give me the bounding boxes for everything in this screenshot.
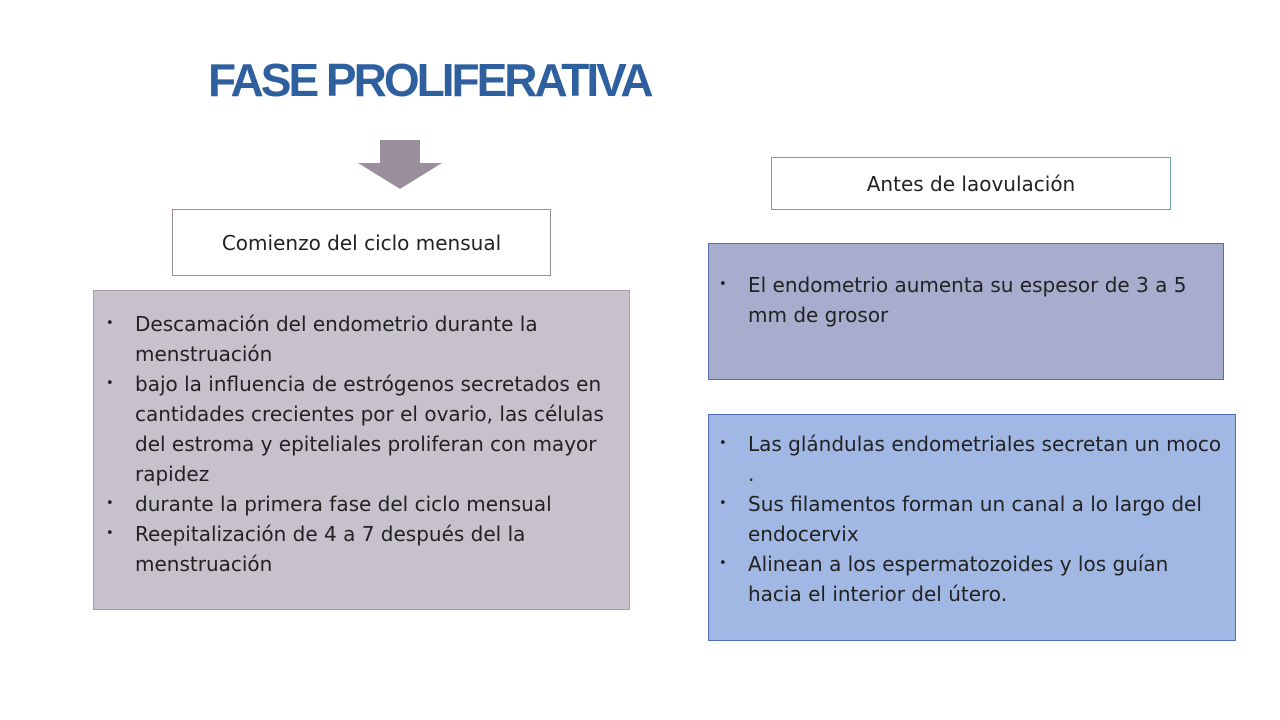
bullet-text: Descamación del endometrio durante la menstruación xyxy=(135,312,538,366)
endometrium-thickness-box xyxy=(708,243,1224,380)
bullet-icon: • xyxy=(719,556,727,571)
bullet-text: Sus filamentos forman un canal a lo largo del endocervix xyxy=(748,492,1202,546)
bullet-text: bajo la influencia de estrógenos secretados en cantidades crecientes por el ovario, las células del estroma y epiteliales proliferan con mayor rapidez xyxy=(135,372,604,486)
cycle-start-label xyxy=(172,209,551,276)
bullet-item xyxy=(719,429,1227,489)
bullet-text: Reepitalización de 4 a 7 después del la menstruación xyxy=(135,522,526,576)
bullet-icon: • xyxy=(106,526,114,541)
bullet-icon: • xyxy=(106,316,114,331)
bullet-icon: • xyxy=(719,496,727,511)
down-arrow-icon xyxy=(358,140,442,189)
bullet-icon: • xyxy=(106,496,114,511)
bullet-icon: • xyxy=(719,277,727,292)
bullet-text: El endometrio aumenta su espesor de 3 a 5 mm de grosor xyxy=(748,273,1187,327)
bullet-icon: • xyxy=(106,376,114,391)
bullet-text: Las glándulas endometriales secretan un moco . xyxy=(748,432,1222,486)
glands-secretion-box xyxy=(708,414,1236,641)
cycle-start-label-text: Comienzo del ciclo mensual xyxy=(221,230,502,255)
bullet-item xyxy=(719,549,1227,609)
slide-title: FASE PROLIFERATIVA xyxy=(208,54,651,106)
proliferation-bullet-list xyxy=(106,309,619,579)
thickness-bullet-list xyxy=(719,270,1213,330)
secretion-bullet-list xyxy=(719,429,1227,609)
bullet-item xyxy=(719,270,1213,330)
before-ovulation-label xyxy=(771,157,1171,210)
bullet-icon: • xyxy=(719,436,727,451)
bullet-item xyxy=(106,309,619,369)
bullet-item xyxy=(106,369,619,489)
bullet-item xyxy=(106,489,619,519)
before-ovulation-label-text: Antes de laovulación xyxy=(866,171,1076,196)
bullet-item xyxy=(106,519,619,579)
bullet-text: Alinean a los espermatozoides y los guían hacia el interior del útero. xyxy=(748,552,1169,606)
proliferation-details-box xyxy=(93,290,630,610)
bullet-item xyxy=(719,489,1227,549)
bullet-text: durante la primera fase del ciclo mensual xyxy=(135,492,552,516)
